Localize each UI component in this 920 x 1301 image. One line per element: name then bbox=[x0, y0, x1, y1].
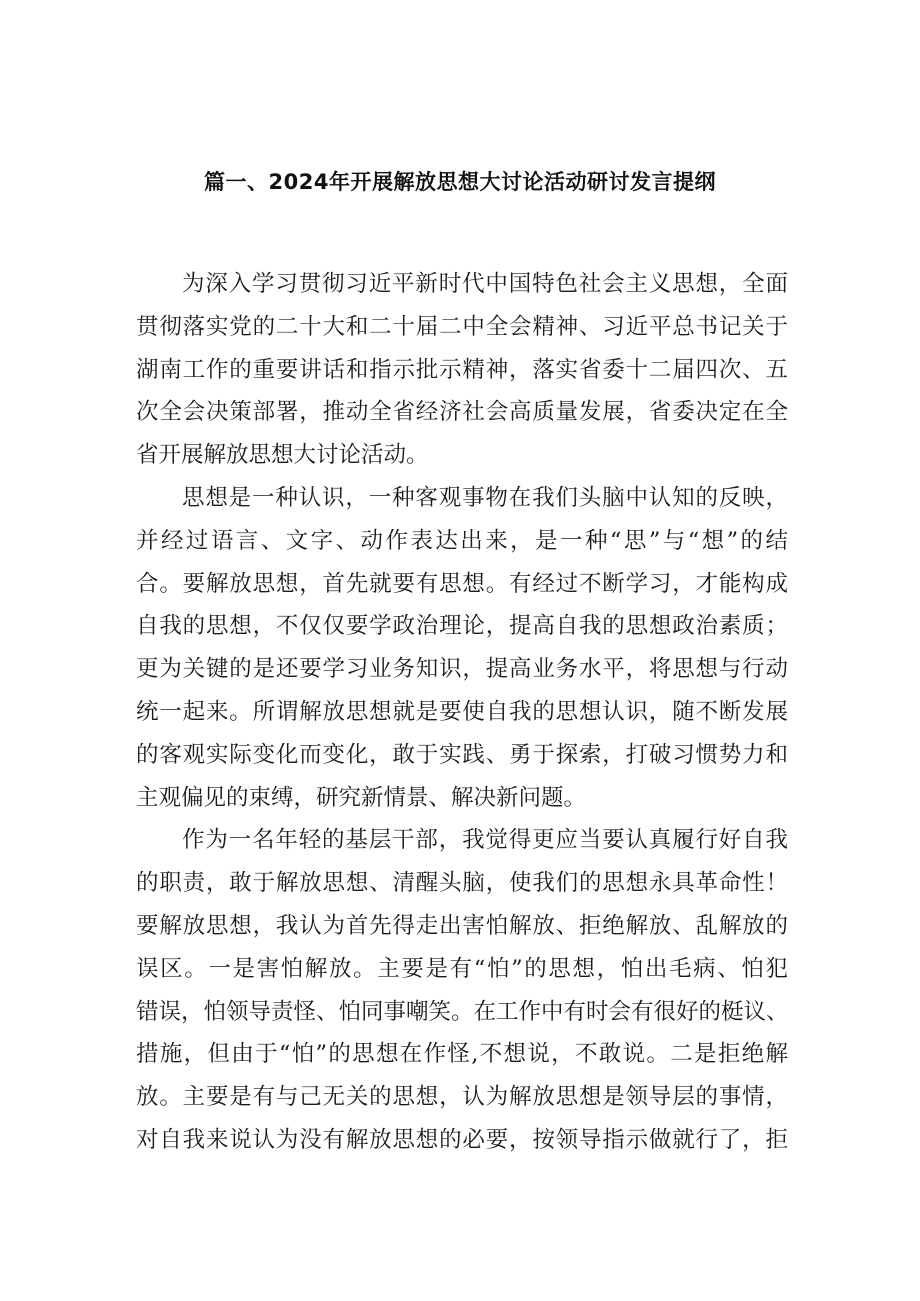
text-line: 自我的思想，不仅仅要学政治理论，提高自我的思想政治素质； bbox=[136, 613, 788, 640]
text-line: 的客观实际变化而变化，敢于实践、勇于探索，打破习惯势力和 bbox=[136, 741, 788, 768]
text-line: 合。要解放思想，首先就要有思想。有经过不断学习，才能构成 bbox=[136, 570, 788, 597]
text-line: 主观偏见的束缚，研究新情景、解决新问题。 bbox=[136, 784, 587, 811]
text-line: 对自我来说认为没有解放思想的必要，按领导指示做就行了，拒 bbox=[136, 1126, 788, 1153]
document-title: 篇一、2024年开展解放思想大讨论活动研讨发言提纲 bbox=[204, 170, 716, 194]
text-line: 湖南工作的重要讲话和指示批示精神，落实省委十二届四次、五 bbox=[136, 356, 788, 383]
document-body bbox=[136, 263, 788, 1162]
text-line: 误区。一是害怕解放。主要是有“怕”的思想，怕出毛病、怕犯 bbox=[136, 955, 788, 982]
text-line: 的职责，敢于解放思想、清醒头脑，使我们的思想永具革命性！ bbox=[136, 870, 788, 897]
text-line: 错误，怕领导责怪、怕同事嘲笑。在工作中有时会有很好的梃议、 bbox=[136, 998, 789, 1025]
paragraph-2 bbox=[136, 477, 788, 819]
text-line: 次全会决策部署，推动全省经济社会高质量发展，省委决定在全 bbox=[136, 399, 788, 426]
text-line: 作为一名年轻的基层干部，我觉得更应当要认真履行好自我 bbox=[182, 827, 788, 854]
text-line: 省开展解放思想大讨论活动。 bbox=[136, 442, 429, 469]
text-line: 为深入学习贯彻习近平新时代中国特色社会主义思想，全面 bbox=[182, 271, 788, 297]
paragraph-3 bbox=[136, 819, 788, 1161]
text-line: 放。主要是有与己无关的思想，认为解放思想是领导层的事情， bbox=[136, 1084, 788, 1111]
text-line: 要解放思想，我认为首先得走出害怕解放、拒绝解放、乱解放的 bbox=[136, 912, 788, 939]
text-line: 贯彻落实党的二十大和二十届二中全会精神、习近平总书记关于 bbox=[136, 313, 788, 340]
paragraph-1 bbox=[136, 263, 788, 477]
text-line: 并经过语言、文字、动作表达出来，是一种“思”与“想”的结 bbox=[136, 527, 788, 554]
text-line: 思想是一种认识，一种客观事物在我们头脑中认知的反映， bbox=[182, 484, 788, 511]
text-line: 统一起来。所谓解放思想就是要使自我的思想认识，随不断发展 bbox=[136, 698, 788, 725]
text-line: 措施，但由于“怕”的思想在作怪,不想说，不敢说。二是拒绝解 bbox=[136, 1041, 788, 1068]
text-line: 更为关键的是还要学习业务知识，提高业务水平，将思想与行动 bbox=[136, 656, 788, 683]
